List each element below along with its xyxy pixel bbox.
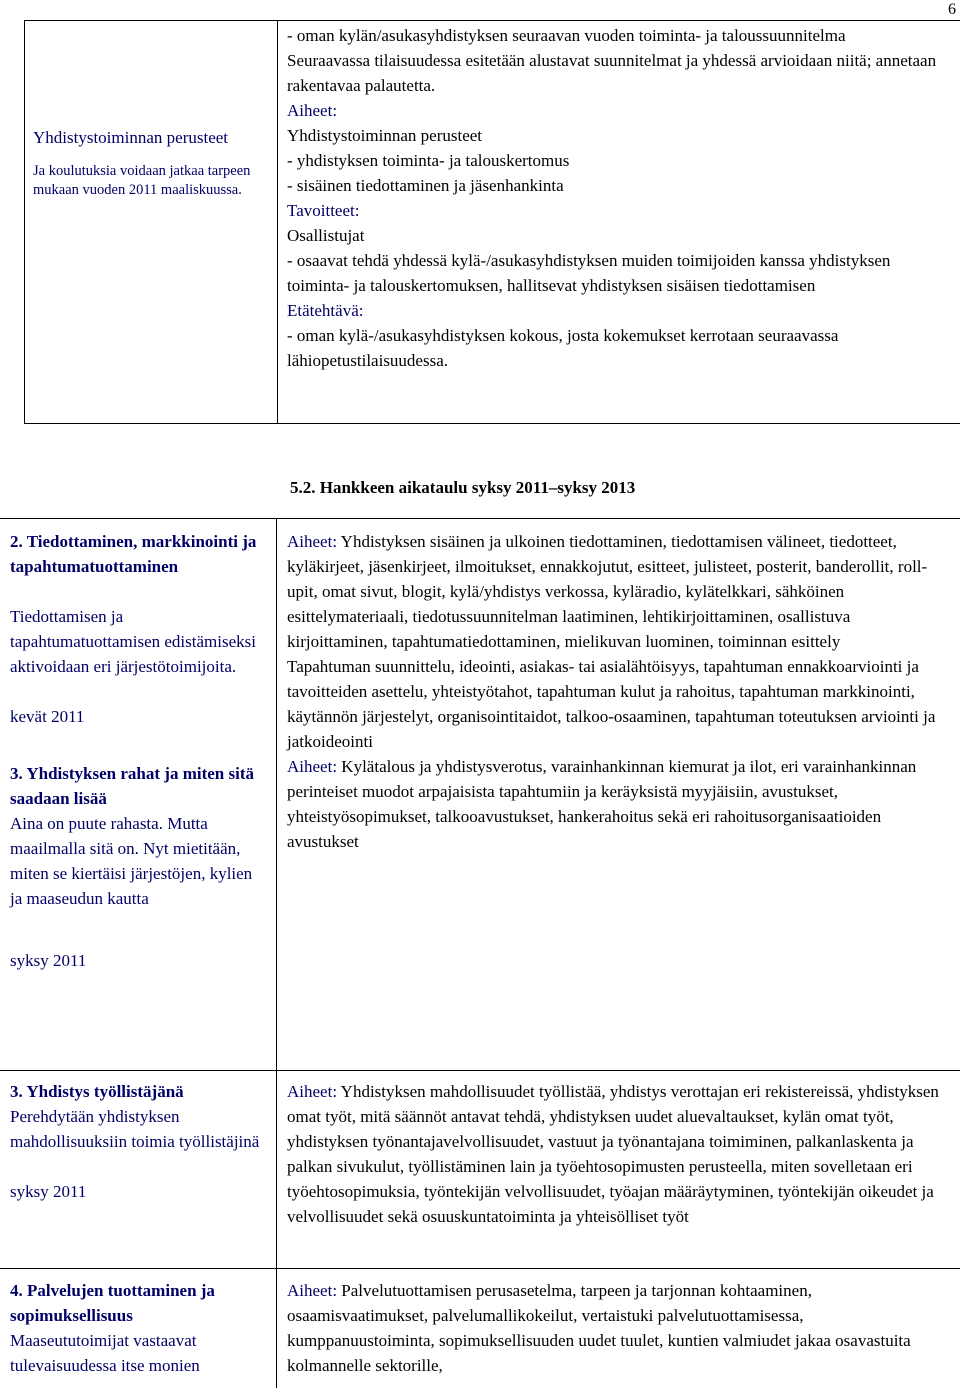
tavoitteet-line: - osaavat tehdä yhdessä kylä-/asukasyhdistyksen muiden toimijoiden kanssa yhdistyksen toiminta- ja talouskertomuksen, hallitsevat yhdistyksen sisäisen tiedottamisen [287, 251, 891, 295]
topics-text: Kylätalous ja yhdistysverotus, varainhankinnan kiemurat ja ilot, eri varainhankinnan perinteiset muodot arpajaisista tapahtumiin ja keräyksistä myyjäisiin, avustukset, yhteistyösopimukset, talkooavustukset, hankerahoitus sekä eri rahoitusorganisaatioiden avustukset [287, 757, 917, 851]
row1-left-cell [10, 529, 268, 973]
row2-left-cell [10, 1079, 268, 1204]
aiheet-line: Yhdistystoiminnan perusteet [287, 126, 483, 145]
table-rule [0, 1070, 960, 1071]
table-rule [0, 518, 960, 519]
tavoitteet-line: Osallistujat [287, 226, 365, 245]
top-left-cell [33, 125, 273, 200]
topics-text: Yhdistyksen sisäinen ja ulkoinen tiedottaminen, tiedottamisen välineet, tiedotteet, kyläkirjeet, jäsenkirjeet, ilmoitukset, ennakkojutut, esitteet, julisteet, posterit, banderollit, roll-upit, omat sivut, blogit, kylä/yhdistys verkossa, kyläradio, kylätelkkari, sähköinen esittelymateriaali, tiedotussuunnitelman laatiminen, lehtikirjoittaminen, osallistuva kirjoittaminen, tapahtumatiedottaminen, mielikuvan luominen, toiminnan esittely [287, 532, 928, 651]
aiheet-line: - yhdistyksen toiminta- ja talouskertomus [287, 151, 570, 170]
topics-text: Tapahtuman suunnittelu, ideointi, asiakas- tai asialähtöisyys, tapahtuman ennakkoarviointi ja tavoitteiden asettelu, yhteistyötahot, tapahtuman kulut ja rahoitus, tapahtuman markkinointi, käytännön järjestelyt, organisointitaidot, talkoo-osaaminen, tapahtuman toteutuksen arviointi ja jatkoideointi [287, 657, 936, 751]
topic-description: Perehdytään yhdistyksen mahdollisuuksiin toimia työllistäjinä [10, 1107, 260, 1151]
page-number: 6 [948, 1, 956, 18]
topics-text: Palvelutuottamisen perusasetelma, tarpeen ja tarjonnan kohtaaminen, osaamisvaatimukset, palvelumallikokeilut, vertaistuki palvelutuottamisessa, kumppanuustoiminta, sopimuksellisuuden uudet tuulet, kuntien valmiudet jakaa osavastuita kolmannelle sektorille, [287, 1281, 911, 1375]
table-rule [0, 1268, 960, 1269]
topic-title: 4. Palvelujen tuottaminen ja sopimuksellisuus [10, 1281, 215, 1325]
intro-line: Seuraavassa tilaisuudessa esitetään alustavat suunnitelmat ja yhdessä arvioidaan niitä; annetaan rakentavaa palautetta. [287, 51, 937, 95]
intro-line: - oman kylän/asukasyhdistyksen seuraavan vuoden toiminta- ja taloussuunnitelma [287, 26, 846, 45]
row2-right-cell [287, 1079, 947, 1229]
row1-right-cell [287, 529, 947, 854]
top-right-cell [287, 23, 947, 373]
row3-left-cell [10, 1278, 268, 1378]
table-divider [277, 21, 278, 423]
aiheet-label: Aiheet: [287, 101, 338, 120]
row3-right-cell [287, 1278, 947, 1378]
aiheet-line: - sisäinen tiedottaminen ja jäsenhankinta [287, 176, 564, 195]
topic-schedule: syksy 2011 [10, 1182, 87, 1201]
topic-schedule: kevät 2011 [10, 707, 85, 726]
topics-text: Yhdistyksen mahdollisuudet työllistää, yhdistys verottajan eri rekistereissä, yhdistyksen omat työt, mitä säännöt antavat tehdä, yhdistyksen uudet aluevaltaukset, kylän omat työt, yhdistyksen työnantajavelvollisuudet, vastuut ja työnantajana toimiminen, palkanlaskenta ja palkan sivukulut, työllistäminen lain ja työehtosopimusten perusteella, miten sovelletaan eri työehtosopimuksia, työntekijän velvollisuudet, työajan määräytyminen, työntekijän oikeudet ja velvollisuudet sekä osuuskuntatoiminta ja yhteisölliset työt [287, 1082, 939, 1226]
topic-description: Tiedottamisen ja tapahtumatuottamisen edistämiseksi aktivoidaan eri järjestötoimijoita. [10, 607, 256, 676]
aiheet-label: Aiheet: [287, 757, 338, 776]
topic-description: Maaseututoimijat vastaavat tulevaisuudessa itse monien [10, 1331, 200, 1375]
tavoitteet-label: Tavoitteet: [287, 201, 360, 220]
cell-title: Yhdistystoiminnan perusteet [33, 128, 229, 147]
etatehtava-line: - oman kylä-/asukasyhdistyksen kokous, josta kokemukset kerrotaan seuraavassa lähiopetustilaisuudessa. [287, 326, 839, 370]
section-heading: 5.2. Hankkeen aikataulu syksy 2011–syksy 2013 [290, 478, 636, 497]
topic-description: Aina on puute rahasta. Mutta maailmalla sitä on. Nyt mietitään, miten se kiertäisi järjestöjen, kylien ja maaseudun kautta [10, 814, 253, 908]
topic-title: 3. Yhdistys työllistäjänä [10, 1082, 184, 1101]
topic-title: 3. Yhdistyksen rahat ja miten sitä saadaan lisää [10, 764, 254, 808]
topic-schedule: syksy 2011 [10, 951, 87, 970]
aiheet-label: Aiheet: [287, 532, 338, 551]
topic-title: 2. Tiedottaminen, markkinointi ja tapahtumatuottaminen [10, 532, 257, 576]
aiheet-label: Aiheet: [287, 1281, 338, 1300]
schedule-table [0, 518, 960, 1388]
table-divider [276, 518, 277, 1388]
aiheet-label: Aiheet: [287, 1082, 338, 1101]
top-table [24, 20, 960, 424]
etatehtava-label: Etätehtävä: [287, 301, 364, 320]
cell-note: Ja koulutuksia voidaan jatkaa tarpeen mukaan vuoden 2011 maaliskuussa. [33, 163, 251, 198]
